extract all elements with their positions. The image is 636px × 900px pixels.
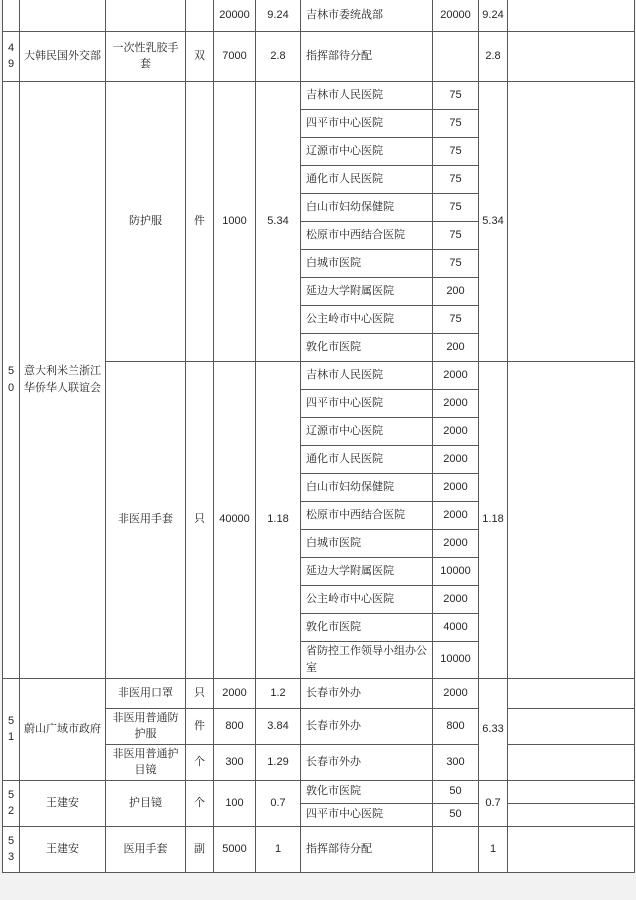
cell-item: 非医用普通护目镜 bbox=[106, 744, 186, 780]
cell-value: 3.84 bbox=[256, 708, 301, 744]
cell-total-value: 1.18 bbox=[479, 361, 508, 678]
cell-donor: 蔚山广域市政府 bbox=[20, 678, 106, 780]
cell-recipient-quantity: 800 bbox=[433, 708, 479, 744]
cell-recipient-quantity: 2000 bbox=[433, 417, 479, 445]
cell-recipient-quantity: 200 bbox=[433, 333, 479, 361]
cell-value: 1 bbox=[256, 826, 301, 872]
cell-recipient: 公主岭市中心医院 bbox=[301, 585, 433, 613]
cell-quantity: 800 bbox=[214, 708, 256, 744]
cell-recipient-quantity: 2000 bbox=[433, 445, 479, 473]
cell-unit: 副 bbox=[186, 826, 214, 872]
table-row bbox=[3, 0, 635, 31]
cell-total-value: 0.7 bbox=[479, 780, 508, 826]
cell-serial: 49 bbox=[3, 31, 20, 81]
cell-recipient: 辽源市中心医院 bbox=[301, 137, 433, 165]
cell-recipient-quantity: 2000 bbox=[433, 678, 479, 708]
cell-donor: 王建安 bbox=[20, 826, 106, 872]
cell-total-value: 1 bbox=[479, 826, 508, 872]
cell-item: 防护服 bbox=[106, 81, 186, 361]
cell-serial: 53 bbox=[3, 826, 20, 872]
cell-blank bbox=[508, 678, 635, 708]
cell-unit: 件 bbox=[186, 81, 214, 361]
cell-item: 非医用口罩 bbox=[106, 678, 186, 708]
cell-total-value: 5.34 bbox=[479, 81, 508, 361]
cell-value: 2.8 bbox=[256, 31, 301, 81]
cell-recipient: 延边大学附属医院 bbox=[301, 557, 433, 585]
cell-recipient-quantity: 20000 bbox=[433, 0, 479, 31]
cell-recipient-quantity: 2000 bbox=[433, 529, 479, 557]
cell-value: 5.34 bbox=[256, 81, 301, 361]
cell-recipient: 延边大学附属医院 bbox=[301, 277, 433, 305]
cell-recipient-quantity: 2000 bbox=[433, 585, 479, 613]
cell-recipient-quantity: 75 bbox=[433, 249, 479, 277]
cell-unit: 件 bbox=[186, 708, 214, 744]
table-row bbox=[3, 31, 635, 81]
cell-quantity: 5000 bbox=[214, 826, 256, 872]
cell-recipient: 吉林市人民医院 bbox=[301, 81, 433, 109]
cell-recipient-quantity: 10000 bbox=[433, 641, 479, 678]
cell-serial: 50 bbox=[3, 81, 20, 678]
cell-recipient: 四平市中心医院 bbox=[301, 109, 433, 137]
cell-blank bbox=[508, 0, 635, 31]
cell-quantity: 40000 bbox=[214, 361, 256, 678]
cell-recipient-quantity: 2000 bbox=[433, 501, 479, 529]
cell-quantity: 2000 bbox=[214, 678, 256, 708]
donation-allocation-table bbox=[2, 0, 635, 873]
cell-quantity: 300 bbox=[214, 744, 256, 780]
cell-recipient: 敦化市医院 bbox=[301, 613, 433, 641]
cell-donor bbox=[20, 0, 106, 31]
cell-serial bbox=[3, 0, 20, 31]
cell-recipient: 白山市妇幼保健院 bbox=[301, 473, 433, 501]
cell-item: 医用手套 bbox=[106, 826, 186, 872]
cell-item: 非医用手套 bbox=[106, 361, 186, 678]
cell-recipient: 长春市外办 bbox=[301, 708, 433, 744]
cell-recipient-quantity: 75 bbox=[433, 165, 479, 193]
cell-total-value: 2.8 bbox=[479, 31, 508, 81]
cell-donor: 意大利米兰浙江华侨华人联谊会 bbox=[20, 81, 106, 678]
cell-value: 0.7 bbox=[256, 780, 301, 826]
cell-value: 1.18 bbox=[256, 361, 301, 678]
cell-value: 9.24 bbox=[256, 0, 301, 31]
cell-recipient: 敦化市医院 bbox=[301, 333, 433, 361]
cell-quantity: 100 bbox=[214, 780, 256, 826]
cell-recipient-quantity: 10000 bbox=[433, 557, 479, 585]
cell-recipient-quantity: 2000 bbox=[433, 389, 479, 417]
cell-recipient: 长春市外办 bbox=[301, 744, 433, 780]
cell-recipient-quantity: 75 bbox=[433, 221, 479, 249]
cell-recipient-quantity: 75 bbox=[433, 109, 479, 137]
cell-recipient-quantity: 75 bbox=[433, 193, 479, 221]
cell-recipient-quantity: 50 bbox=[433, 780, 479, 803]
table-row bbox=[3, 678, 635, 708]
cell-unit: 双 bbox=[186, 31, 214, 81]
cell-blank bbox=[508, 708, 635, 744]
cell-recipient: 省防控工作领导小组办公室 bbox=[301, 641, 433, 678]
cell-recipient: 通化市人民医院 bbox=[301, 445, 433, 473]
cell-value: 1.29 bbox=[256, 744, 301, 780]
cell-blank bbox=[508, 780, 635, 803]
cell-recipient: 四平市中心医院 bbox=[301, 389, 433, 417]
cell-donor: 王建安 bbox=[20, 780, 106, 826]
cell-unit: 只 bbox=[186, 678, 214, 708]
cell-blank bbox=[508, 31, 635, 81]
cell-recipient-quantity: 2000 bbox=[433, 361, 479, 389]
cell-serial: 52 bbox=[3, 780, 20, 826]
cell-recipient: 指挥部待分配 bbox=[301, 31, 433, 81]
cell-recipient: 长春市外办 bbox=[301, 678, 433, 708]
cell-recipient: 敦化市医院 bbox=[301, 780, 433, 803]
cell-quantity: 7000 bbox=[214, 31, 256, 81]
cell-unit bbox=[186, 0, 214, 31]
cell-unit: 个 bbox=[186, 744, 214, 780]
cell-item: 一次性乳胶手套 bbox=[106, 31, 186, 81]
cell-recipient: 松原市中西结合医院 bbox=[301, 221, 433, 249]
cell-serial: 51 bbox=[3, 678, 20, 780]
cell-recipient: 辽源市中心医院 bbox=[301, 417, 433, 445]
cell-recipient-quantity: 75 bbox=[433, 305, 479, 333]
cell-recipient-quantity bbox=[433, 826, 479, 872]
cell-quantity: 20000 bbox=[214, 0, 256, 31]
cell-unit: 个 bbox=[186, 780, 214, 826]
cell-item: 护目镜 bbox=[106, 780, 186, 826]
cell-recipient-quantity: 75 bbox=[433, 81, 479, 109]
cell-recipient: 白城市医院 bbox=[301, 249, 433, 277]
table-row bbox=[3, 81, 635, 109]
cell-recipient: 通化市人民医院 bbox=[301, 165, 433, 193]
cell-value: 1.2 bbox=[256, 678, 301, 708]
cell-recipient-quantity: 2000 bbox=[433, 473, 479, 501]
cell-recipient-quantity: 75 bbox=[433, 137, 479, 165]
cell-recipient-quantity: 4000 bbox=[433, 613, 479, 641]
cell-total-value: 6.33 bbox=[479, 678, 508, 780]
cell-recipient: 公主岭市中心医院 bbox=[301, 305, 433, 333]
cell-quantity: 1000 bbox=[214, 81, 256, 361]
cell-blank bbox=[508, 744, 635, 780]
table-row bbox=[3, 780, 635, 803]
cell-recipient-quantity: 50 bbox=[433, 803, 479, 826]
cell-recipient: 四平市中心医院 bbox=[301, 803, 433, 826]
cell-recipient: 吉林市委统战部 bbox=[301, 0, 433, 31]
cell-recipient-quantity bbox=[433, 31, 479, 81]
cell-total-value: 9.24 bbox=[479, 0, 508, 31]
cell-recipient: 吉林市人民医院 bbox=[301, 361, 433, 389]
cell-recipient: 松原市中西结合医院 bbox=[301, 501, 433, 529]
cell-recipient: 指挥部待分配 bbox=[301, 826, 433, 872]
cell-item bbox=[106, 0, 186, 31]
cell-recipient: 白山市妇幼保健院 bbox=[301, 193, 433, 221]
cell-recipient: 白城市医院 bbox=[301, 529, 433, 557]
cell-blank bbox=[508, 826, 635, 872]
table-row bbox=[3, 826, 635, 872]
cell-donor: 大韩民国外交部 bbox=[20, 31, 106, 81]
cell-unit: 只 bbox=[186, 361, 214, 678]
cell-blank bbox=[508, 361, 635, 678]
cell-recipient-quantity: 200 bbox=[433, 277, 479, 305]
cell-recipient-quantity: 300 bbox=[433, 744, 479, 780]
cell-blank bbox=[508, 803, 635, 826]
cell-item: 非医用普通防护服 bbox=[106, 708, 186, 744]
cell-blank bbox=[508, 81, 635, 361]
